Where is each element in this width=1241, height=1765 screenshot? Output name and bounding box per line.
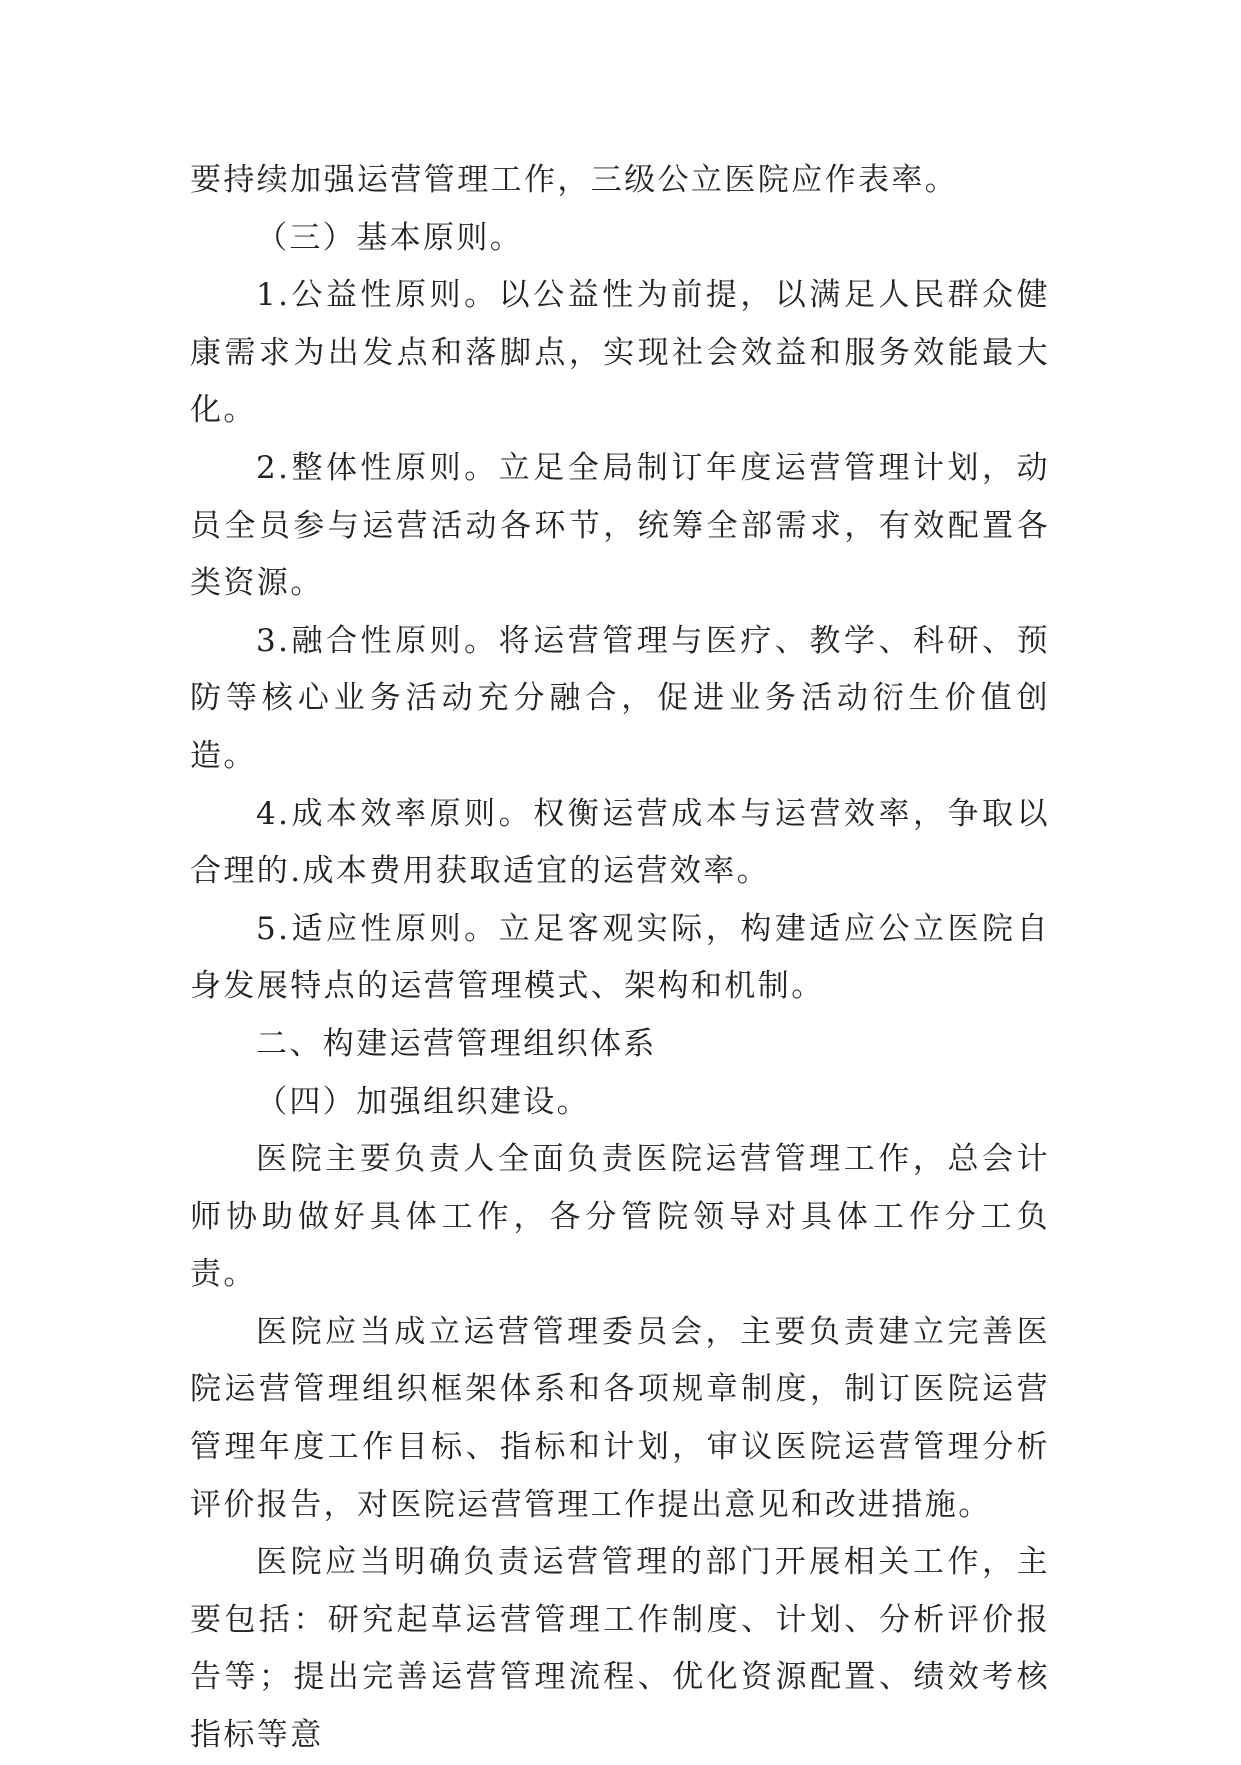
principle-integration: 3.融合性原则。将运营管理与医疗、教学、科研、预防等核心业务活动充分融合，促进业务活动衍生价值创造。 <box>190 622 1050 774</box>
document-page <box>190 152 1050 1765</box>
section-heading-basic-principles: （三）基本原则。 <box>256 219 524 256</box>
chapter-heading-organization-system: 二、构建运营管理组织体系 <box>256 1025 657 1062</box>
paragraph-department: 医院应当明确负责运营管理的部门开展相关工作，主要包括：研究起草运营管理工作制度、计划、分析评价报告等；提出完善运营管理流程、优化资源配置、绩效考核指标等意 <box>190 1544 1050 1754</box>
paragraph-committee: 医院应当成立运营管理委员会，主要负责建立完善医院运营管理组织框架体系和各项规章制度，制订医院运营管理年度工作目标、指标和计划，审议医院运营管理分析评价报告，对医院运营管理工作提出意见和改进措施。 <box>190 1313 1050 1523</box>
principle-adaptability: 5.适应性原则。立足客观实际，构建适应公立医院自身发展特点的运营管理模式、架构和机制。 <box>190 910 1050 1005</box>
section-heading-organization-building: （四）加强组织建设。 <box>256 1083 590 1120</box>
paragraph-1: 要持续加强运营管理工作，三级公立医院应作表率。 <box>190 162 959 198</box>
paragraph-responsibility: 医院主要负责人全面负责医院运营管理工作，总会计师协助做好具体工作，各分管院领导对具体工作分工负责。 <box>190 1141 1050 1293</box>
principle-public-welfare: 1.公益性原则。以公益性为前提，以满足人民群众健康需求为出发点和落脚点，实现社会效益和服务效能最大化。 <box>190 277 1050 429</box>
principle-integrity: 2.整体性原则。立足全局制订年度运营管理计划，动员全员参与运营活动各环节，统筹全部需求，有效配置各类资源。 <box>190 449 1050 602</box>
principle-cost-efficiency: 4.成本效率原则。权衡运营成本与运营效率，争取以合理的.成本费用获取适宜的运营效率。 <box>190 795 1050 890</box>
